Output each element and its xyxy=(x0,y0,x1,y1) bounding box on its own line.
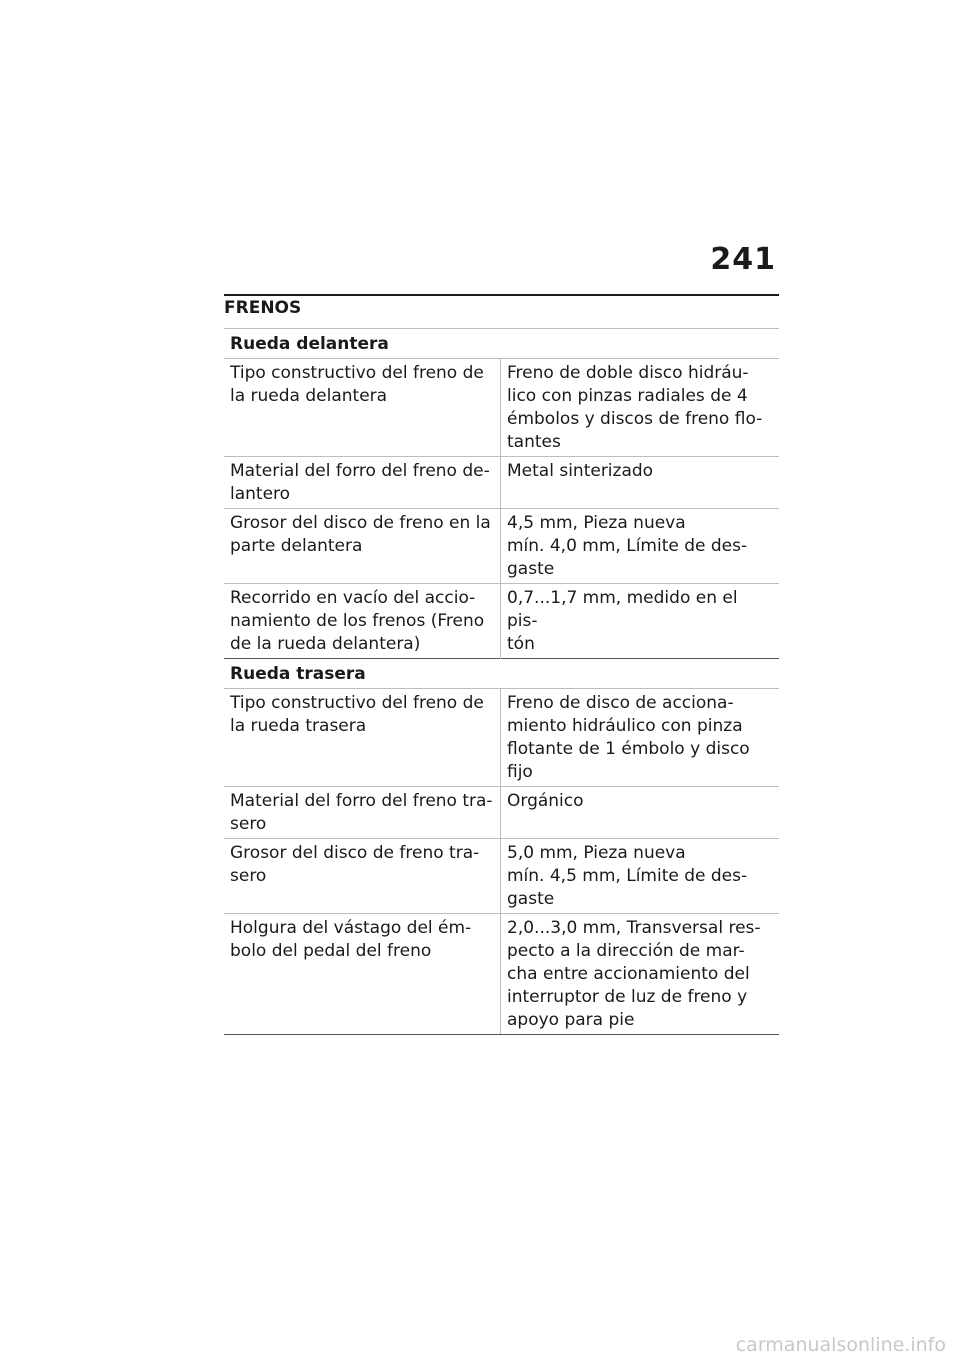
subheading-row-front xyxy=(224,329,779,359)
subheading-front: Rueda delantera xyxy=(224,329,779,359)
brakes-spec-table xyxy=(224,328,779,1035)
section-title: FRENOS xyxy=(224,298,302,318)
spec-value: Orgánico xyxy=(501,787,780,839)
table-row xyxy=(224,787,779,839)
watermark-footer: carmanualsonline.info xyxy=(735,1334,946,1356)
spec-label: Grosor del disco de freno en la parte delantera xyxy=(224,509,501,584)
spec-value: 4,5 mm, Pieza nueva mín. 4,0 mm, Límite de des- gaste xyxy=(501,509,780,584)
table-row xyxy=(224,839,779,914)
spec-value: 0,7...1,7 mm, medido en el pis- tón xyxy=(501,584,780,659)
table-row xyxy=(224,359,779,457)
spec-value: Freno de doble disco hidráu- lico con pinzas radiales de 4 émbolos y discos de freno flo- tantes xyxy=(501,359,780,457)
page-number: 241 xyxy=(710,242,776,277)
spec-value: 2,0...3,0 mm, Transversal res- pecto a la dirección de mar- cha entre accionamiento del interruptor de luz de freno y apoyo para pie xyxy=(501,914,780,1035)
table-row xyxy=(224,509,779,584)
subheading-row-rear xyxy=(224,659,779,689)
spec-label: Grosor del disco de freno tra- sero xyxy=(224,839,501,914)
table-row xyxy=(224,457,779,509)
table-row xyxy=(224,584,779,659)
spec-value: Metal sinterizado xyxy=(501,457,780,509)
spec-value: Freno de disco de acciona- miento hidráulico con pinza flotante de 1 émbolo y disco fijo xyxy=(501,689,780,787)
spec-label: Material del forro del freno de- lantero xyxy=(224,457,501,509)
spec-label: Tipo constructivo del freno de la rueda trasera xyxy=(224,689,501,787)
table-row xyxy=(224,689,779,787)
spec-value: 5,0 mm, Pieza nueva mín. 4,5 mm, Límite de des- gaste xyxy=(501,839,780,914)
spec-label: Recorrido en vacío del accio- namiento de los frenos (Freno de la rueda delantera) xyxy=(224,584,501,659)
spec-label: Tipo constructivo del freno de la rueda delantera xyxy=(224,359,501,457)
spec-label: Material del forro del freno tra- sero xyxy=(224,787,501,839)
header-rule xyxy=(224,294,779,296)
table-row xyxy=(224,914,779,1035)
spec-label: Holgura del vástago del ém- bolo del pedal del freno xyxy=(224,914,501,1035)
subheading-rear: Rueda trasera xyxy=(224,659,779,689)
